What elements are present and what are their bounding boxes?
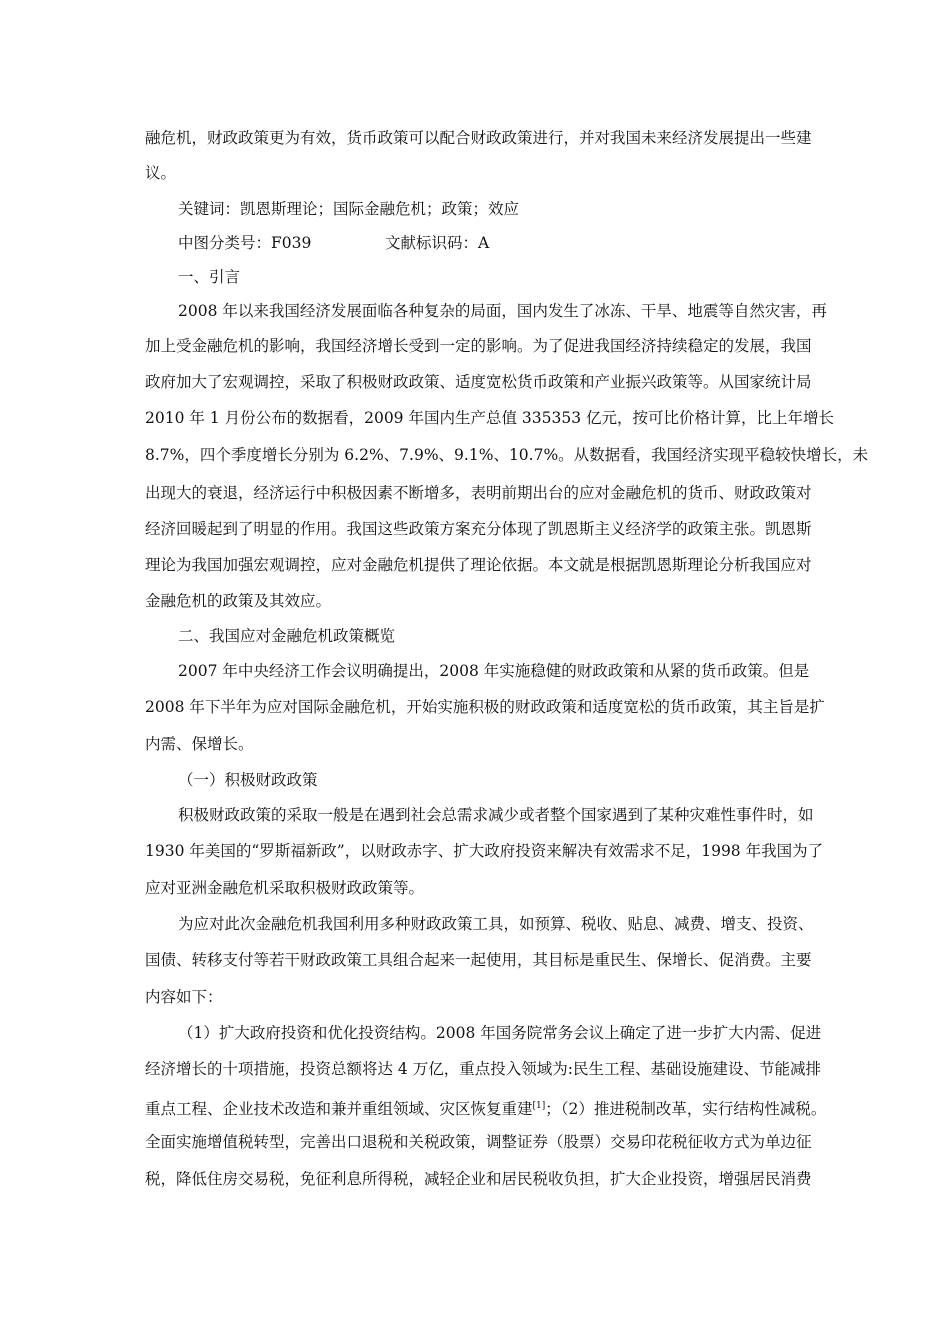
paragraph-text: 重点工程、企业技术改造和兼并重组领域、灾区恢复重建[1]；（2）推进税制改革，实行结构性减税。 xyxy=(145,1100,827,1118)
paragraph-line: 8.7%，四个季度增长分别为 6.2%、7.9%、9.1%、10.7%。从数据看，我国经济实现平稳较快增长，未 xyxy=(145,446,869,464)
classification-row xyxy=(0,228,950,258)
paragraph-line: 应对亚洲金融危机采取积极财政政策等。 xyxy=(145,879,425,897)
keywords: 关键词：凯恩斯理论；国际金融危机；政策；效应 xyxy=(178,200,520,218)
classification-number: 中图分类号：F039 xyxy=(178,234,312,252)
paragraph-line: 金融危机的政策及其效应。 xyxy=(145,592,332,610)
paragraph-line: 出现大的衰退，经济运行中积极因素不断增多，表明前期出台的应对金融危机的货币、财政政策对 xyxy=(145,484,812,502)
section-heading: 二、我国应对金融危机政策概览 xyxy=(178,627,396,645)
section-heading: 一、引言 xyxy=(178,268,241,286)
paragraph-line: 国债、转移支付等若干财政政策工具组合起来一起使用，其目标是重民生、保增长、促消费。主要 xyxy=(145,951,812,969)
paragraph-line: 内容如下： xyxy=(145,988,223,1006)
paragraph-line: 经济增长的十项措施，投资总额将达 4 万亿，重点投入领域为:民生工程、基础设施建设、节能减排 xyxy=(145,1060,821,1078)
paragraph-line: 内需、保增长。 xyxy=(145,735,254,753)
abstract-line: 议。 xyxy=(145,164,177,182)
citation-ref[interactable]: [1] xyxy=(532,1101,546,1111)
subsection-heading: （一）积极财政政策 xyxy=(178,771,318,789)
paragraph-line: 全面实施增值税转型，完善出口退税和关税政策，调整证券（股票）交易印花税征收方式为单边征 xyxy=(145,1133,812,1151)
paragraph-line: 积极财政政策的采取一般是在遇到社会总需求减少或者整个国家遇到了某种灾难性事件时，如 xyxy=(178,806,814,824)
paragraph-line: 2010 年 1 月份公布的数据看，2009 年国内生产总值 335353 亿元，按可比价格计算，比上年增长 xyxy=(145,409,834,427)
paragraph-line: 政府加大了宏观调控，采取了积极财政政策、适度宽松货币政策和产业振兴政策等。从国家统计局 xyxy=(145,373,812,391)
paragraph-line: 2008 年下半年为应对国际金融危机，开始实施积极的财政政策和适度宽松的货币政策，其主旨是扩 xyxy=(145,698,825,716)
paragraph-line: 加上受金融危机的影响，我国经济增长受到一定的影响。为了促进我国经济持续稳定的发展，我国 xyxy=(145,337,812,355)
paragraph-line: 经济回暖起到了明显的作用。我国这些政策方案充分体现了凯恩斯主义经济学的政策主张。凯恩斯 xyxy=(145,520,812,538)
paragraph-line: 理论为我国加强宏观调控，应对金融危机提供了理论依据。本文就是根据凯恩斯理论分析我国应对 xyxy=(145,556,812,574)
paragraph-line xyxy=(0,1091,950,1121)
document-code: 文献标识码：A xyxy=(385,234,490,252)
paragraph-line: 税，降低住房交易税，免征利息所得税，减轻企业和居民税收负担，扩大企业投资，增强居民消费 xyxy=(145,1170,812,1188)
paragraph-line: 2007 年中央经济工作会议明确提出，2008 年实施稳健的财政政策和从紧的货币政策。但是 xyxy=(178,662,810,680)
abstract-line: 融危机，财政政策更为有效，货币政策可以配合财政政策进行，并对我国未来经济发展提出一些建 xyxy=(145,129,812,147)
paragraph-line: 为应对此次金融危机我国利用多种财政政策工具，如预算、税收、贴息、减费、增支、投资、 xyxy=(178,915,814,933)
paragraph-line: 2008 年以来我国经济发展面临各种复杂的局面，国内发生了冰冻、干旱、地震等自然灾害，再 xyxy=(178,302,827,320)
paragraph-line: （1）扩大政府投资和优化投资结构。2008 年国务院常务会议上确定了进一步扩大内需、促进 xyxy=(178,1024,822,1042)
paragraph-line: 1930 年美国的“罗斯福新政”，以财政赤字、扩大政府投资来解决有效需求不足，1998 年我国为了 xyxy=(145,842,824,860)
